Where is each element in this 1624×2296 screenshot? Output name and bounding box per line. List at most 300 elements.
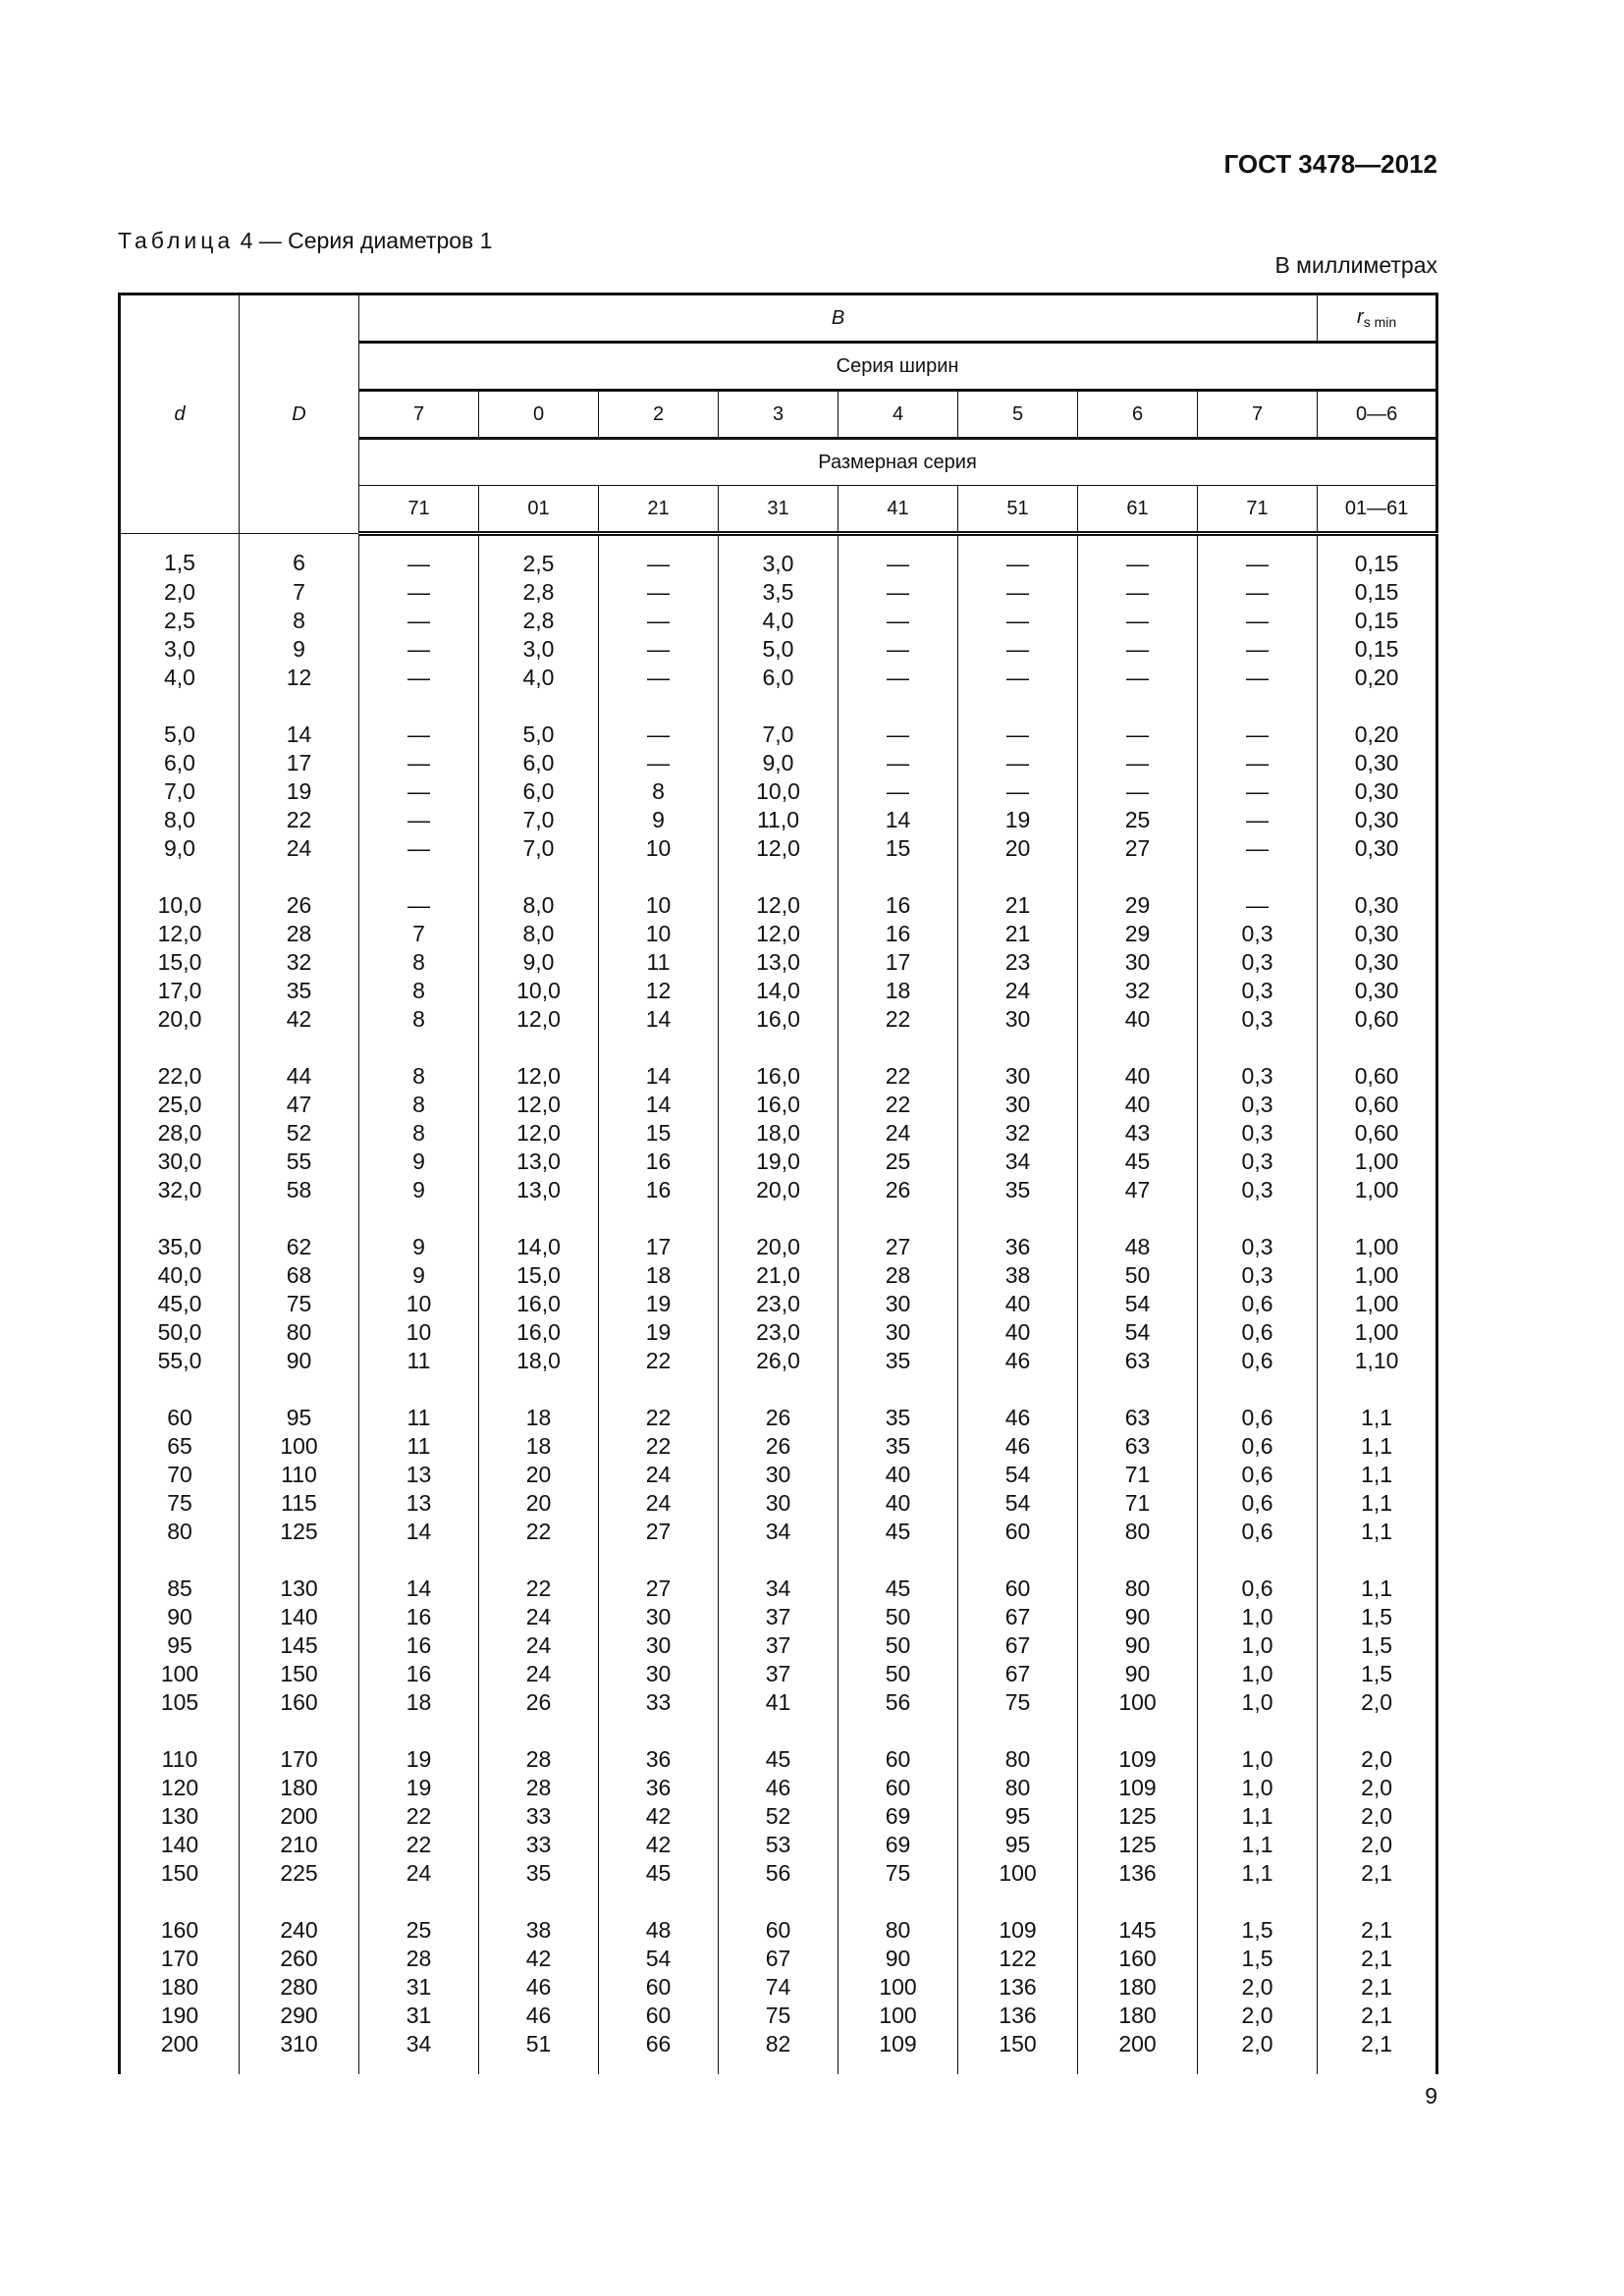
- table-cell: 2,0: [120, 578, 240, 607]
- caption-title: 4 — Серия диаметров 1: [234, 228, 493, 253]
- table-cell: 65: [120, 1432, 240, 1461]
- table-cell: 145: [240, 1631, 359, 1660]
- dimension-code-cell: 01: [479, 486, 599, 534]
- table-cell: 32: [240, 948, 359, 977]
- table-cell: 3,0: [479, 635, 599, 664]
- table-cell: 67: [719, 1945, 839, 1973]
- table-cell: 180: [240, 1774, 359, 1802]
- table-cell: —: [1078, 578, 1198, 607]
- table-cell: 1,0: [1198, 1660, 1318, 1688]
- table-cell: —: [359, 863, 479, 920]
- table-cell: 48: [599, 1888, 719, 1945]
- table-cell: —: [958, 635, 1078, 664]
- table-cell: 20: [479, 1489, 599, 1518]
- table-cell: 125: [240, 1518, 359, 1546]
- table-cell: 26: [479, 1688, 599, 1717]
- table-cell: 115: [240, 1489, 359, 1518]
- table-cell: 23,0: [719, 1318, 839, 1347]
- table-cell: 54: [958, 1461, 1078, 1489]
- table-cell: 16,0: [479, 1318, 599, 1347]
- table-cell: 63: [1078, 1375, 1198, 1432]
- table-cell: 0,30: [1318, 749, 1437, 777]
- table-cell: 60: [599, 1973, 719, 2002]
- table-row: [120, 1290, 1437, 1318]
- table-cell: 90: [1078, 1603, 1198, 1631]
- table-cell: 30: [958, 1034, 1078, 1091]
- table-cell: 14: [599, 1034, 719, 1091]
- table-cell: 19,0: [719, 1148, 839, 1176]
- table-cell: 46: [479, 2002, 599, 2030]
- table-cell: —: [1198, 635, 1318, 664]
- table-cell: 2,0: [1318, 1802, 1437, 1831]
- table-cell: 7,0: [719, 692, 839, 749]
- table-cell: 11: [359, 1347, 479, 1375]
- dimension-code-cell: 61: [1078, 486, 1198, 534]
- table-cell: 10: [359, 1318, 479, 1347]
- table-cell: 0,30: [1318, 920, 1437, 948]
- table-cell: 28: [240, 920, 359, 948]
- table-cell: 6,0: [479, 777, 599, 806]
- table-cell: 0,3: [1198, 1176, 1318, 1204]
- table-row: [120, 607, 1437, 635]
- table-cell: 10: [599, 863, 719, 920]
- table-cell: 1,00: [1318, 1261, 1437, 1290]
- table-cell: 23: [958, 948, 1078, 977]
- table-row: [120, 1148, 1437, 1176]
- table-cell: 22: [479, 1546, 599, 1603]
- table-cell: 47: [240, 1091, 359, 1119]
- table-cell: 1,0: [1198, 1774, 1318, 1802]
- table-cell: 2,1: [1318, 1945, 1437, 1973]
- table-row: [120, 977, 1437, 1005]
- width-code-cell: 3: [719, 391, 839, 439]
- table-cell: 5,0: [479, 692, 599, 749]
- table-cell: 290: [240, 2002, 359, 2030]
- table-cell: 58: [240, 1176, 359, 1204]
- table-cell: 22: [839, 1005, 958, 1034]
- table-cell: 1,1: [1318, 1432, 1437, 1461]
- table-cell: 22: [839, 1091, 958, 1119]
- table-cell: 75: [240, 1290, 359, 1318]
- table-cell: 1,1: [1318, 1461, 1437, 1489]
- table-cell: 71: [1078, 1489, 1198, 1518]
- table-cell: 136: [958, 2002, 1078, 2030]
- table-cell: 60: [839, 1774, 958, 1802]
- table-cell: 21: [958, 863, 1078, 920]
- table-cell: 10: [359, 1290, 479, 1318]
- table-cell: 1,1: [1198, 1831, 1318, 1859]
- table-cell: 22: [359, 1802, 479, 1831]
- table-cell: 22: [599, 1375, 719, 1432]
- table-cell: 0,6: [1198, 1489, 1318, 1518]
- table-cell: 50: [1078, 1261, 1198, 1290]
- table-cell: 43: [1078, 1119, 1198, 1148]
- table-cell: 1,1: [1198, 1802, 1318, 1831]
- table-cell: 0,60: [1318, 1034, 1437, 1091]
- table-cell: 35,0: [120, 1204, 240, 1261]
- table-cell: 1,5: [1198, 1945, 1318, 1973]
- table-cell: 200: [1078, 2030, 1198, 2074]
- table-cell: —: [839, 607, 958, 635]
- table-cell: 1,5: [120, 534, 240, 579]
- table-cell: 9,0: [120, 834, 240, 863]
- table-row: [120, 1888, 1437, 1945]
- table-cell: 46: [958, 1375, 1078, 1432]
- table-cell: 16,0: [719, 1034, 839, 1091]
- table-cell: 9: [359, 1204, 479, 1261]
- table-cell: —: [839, 534, 958, 579]
- table-cell: 31: [359, 2002, 479, 2030]
- table-cell: —: [599, 607, 719, 635]
- table-cell: 21,0: [719, 1261, 839, 1290]
- table-row: [120, 2002, 1437, 2030]
- table-cell: 14,0: [719, 977, 839, 1005]
- table-cell: —: [958, 749, 1078, 777]
- table-cell: 41: [719, 1688, 839, 1717]
- table-cell: 50: [839, 1660, 958, 1688]
- table-cell: 3,0: [120, 635, 240, 664]
- width-code-cell: 0: [479, 391, 599, 439]
- header-d: d: [120, 294, 240, 534]
- table-cell: 8: [359, 977, 479, 1005]
- table-cell: 66: [599, 2030, 719, 2074]
- table-cell: 14: [599, 1005, 719, 1034]
- table-cell: 6: [240, 534, 359, 579]
- table-row: [120, 806, 1437, 834]
- table-cell: 32: [958, 1119, 1078, 1148]
- table-cell: 30: [839, 1290, 958, 1318]
- table-cell: 80: [958, 1717, 1078, 1774]
- table-row: [120, 863, 1437, 920]
- table-cell: 33: [479, 1831, 599, 1859]
- table-cell: 0,60: [1318, 1091, 1437, 1119]
- table-cell: 90: [839, 1945, 958, 1973]
- dimension-code-cell: 01—61: [1318, 486, 1437, 534]
- table-cell: 22: [599, 1347, 719, 1375]
- table-cell: 55: [240, 1148, 359, 1176]
- table-cell: 12,0: [479, 1034, 599, 1091]
- table-cell: 145: [1078, 1888, 1198, 1945]
- table-cell: 2,0: [1198, 1973, 1318, 2002]
- table-cell: 95: [958, 1831, 1078, 1859]
- width-code-cell: 0—6: [1318, 391, 1437, 439]
- table-cell: —: [839, 777, 958, 806]
- table-cell: 180: [1078, 2002, 1198, 2030]
- table-cell: 17: [839, 948, 958, 977]
- table-cell: 260: [240, 1945, 359, 1973]
- table-cell: 0,30: [1318, 806, 1437, 834]
- table-cell: 30: [958, 1091, 1078, 1119]
- table-cell: 0,6: [1198, 1432, 1318, 1461]
- table-cell: 12,0: [719, 834, 839, 863]
- table-cell: 200: [240, 1802, 359, 1831]
- table-cell: —: [1078, 664, 1198, 692]
- table-cell: 160: [120, 1888, 240, 1945]
- table-cell: 11: [359, 1432, 479, 1461]
- dimension-code-cell: 21: [599, 486, 719, 534]
- table-cell: 40: [1078, 1005, 1198, 1034]
- table-cell: —: [359, 534, 479, 579]
- table-cell: 35: [479, 1859, 599, 1888]
- header-width-series: Серия ширин: [359, 343, 1437, 391]
- table-cell: 109: [958, 1888, 1078, 1945]
- table-cell: —: [958, 664, 1078, 692]
- table-cell: 35: [839, 1432, 958, 1461]
- table-row: [120, 1603, 1437, 1631]
- table-cell: 28: [359, 1945, 479, 1973]
- table-cell: 14: [599, 1091, 719, 1119]
- table-cell: 47: [1078, 1176, 1198, 1204]
- table-cell: 34: [359, 2030, 479, 2074]
- table-cell: 1,00: [1318, 1204, 1437, 1261]
- table-cell: 26: [839, 1176, 958, 1204]
- table-cell: 2,0: [1198, 2030, 1318, 2074]
- table-cell: 55,0: [120, 1347, 240, 1375]
- table-cell: 0,20: [1318, 664, 1437, 692]
- table-cell: 19: [958, 806, 1078, 834]
- table-cell: 60: [599, 2002, 719, 2030]
- table-cell: 69: [839, 1802, 958, 1831]
- table-cell: 45: [599, 1859, 719, 1888]
- header-dimension-series: Размерная серия: [359, 439, 1437, 486]
- table-cell: 105: [120, 1688, 240, 1717]
- table-cell: 71: [1078, 1461, 1198, 1489]
- table-cell: 16: [599, 1176, 719, 1204]
- table-cell: 90: [1078, 1660, 1198, 1688]
- table-cell: 24: [958, 977, 1078, 1005]
- table-cell: 18: [479, 1375, 599, 1432]
- table-cell: 0,3: [1198, 1204, 1318, 1261]
- table-cell: 37: [719, 1631, 839, 1660]
- table-cell: 0,3: [1198, 1034, 1318, 1091]
- table-cell: 6,0: [120, 749, 240, 777]
- table-cell: 26: [240, 863, 359, 920]
- table-cell: 11,0: [719, 806, 839, 834]
- table-row: [120, 1631, 1437, 1660]
- table-row: [120, 1859, 1437, 1888]
- table-cell: 42: [479, 1945, 599, 1973]
- table-cell: 75: [839, 1859, 958, 1888]
- table-cell: 45: [839, 1546, 958, 1603]
- table-cell: 9,0: [479, 948, 599, 977]
- table-cell: —: [1198, 749, 1318, 777]
- table-cell: 17,0: [120, 977, 240, 1005]
- table-cell: 19: [599, 1290, 719, 1318]
- table-cell: 21: [958, 920, 1078, 948]
- table-cell: 30: [599, 1660, 719, 1688]
- table-cell: 17: [599, 1204, 719, 1261]
- table-cell: 1,1: [1198, 1859, 1318, 1888]
- table-cell: 40: [958, 1290, 1078, 1318]
- table-cell: 7: [359, 920, 479, 948]
- table-cell: 130: [120, 1802, 240, 1831]
- table-cell: 0,6: [1198, 1290, 1318, 1318]
- table-cell: 15,0: [120, 948, 240, 977]
- table-cell: 38: [958, 1261, 1078, 1290]
- table-cell: —: [1078, 534, 1198, 579]
- width-code-cell: 4: [839, 391, 958, 439]
- table-cell: 0,30: [1318, 948, 1437, 977]
- table-cell: 52: [719, 1802, 839, 1831]
- table-cell: 2,0: [1318, 1831, 1437, 1859]
- table-cell: 40: [958, 1318, 1078, 1347]
- table-cell: 51: [479, 2030, 599, 2074]
- table-row: [120, 1546, 1437, 1603]
- table-cell: 3,5: [719, 578, 839, 607]
- table-cell: 33: [599, 1688, 719, 1717]
- table-row: [120, 1318, 1437, 1347]
- table-row: [120, 1945, 1437, 1973]
- table-cell: —: [359, 635, 479, 664]
- table-cell: 12: [240, 664, 359, 692]
- table-cell: 24: [479, 1631, 599, 1660]
- units-note: В миллиметрах: [1274, 252, 1437, 278]
- table-cell: 95: [120, 1631, 240, 1660]
- table-row: [120, 1717, 1437, 1774]
- table-cell: —: [359, 692, 479, 749]
- table-cell: —: [359, 664, 479, 692]
- table-cell: 12,0: [479, 1119, 599, 1148]
- table-cell: 170: [120, 1945, 240, 1973]
- table-cell: 75: [120, 1489, 240, 1518]
- table-cell: 69: [839, 1831, 958, 1859]
- table-cell: —: [359, 749, 479, 777]
- table-row: [120, 1347, 1437, 1375]
- table-cell: 28: [839, 1261, 958, 1290]
- table-cell: 100: [120, 1660, 240, 1688]
- table-cell: 12,0: [479, 1091, 599, 1119]
- table-row: [120, 1176, 1437, 1204]
- table-cell: 80: [839, 1888, 958, 1945]
- table-row: [120, 1461, 1437, 1489]
- table-cell: 0,15: [1318, 578, 1437, 607]
- table-cell: 34: [719, 1518, 839, 1546]
- table-cell: —: [1078, 607, 1198, 635]
- table-cell: —: [1198, 863, 1318, 920]
- table-cell: 280: [240, 1973, 359, 2002]
- table-row: [120, 1204, 1437, 1261]
- table-row: [120, 1432, 1437, 1461]
- table-cell: 56: [839, 1688, 958, 1717]
- table-cell: 15,0: [479, 1261, 599, 1290]
- table-cell: 60: [958, 1518, 1078, 1546]
- table-row: [120, 1518, 1437, 1546]
- table-cell: 160: [1078, 1945, 1198, 1973]
- table-cell: 54: [1078, 1290, 1198, 1318]
- table-cell: —: [1198, 578, 1318, 607]
- table-cell: 200: [120, 2030, 240, 2074]
- table-cell: 150: [240, 1660, 359, 1688]
- table-cell: 60: [719, 1888, 839, 1945]
- table-row: [120, 1261, 1437, 1290]
- table-cell: 46: [958, 1347, 1078, 1375]
- table-cell: 70: [120, 1461, 240, 1489]
- table-cell: 16: [839, 863, 958, 920]
- table-cell: 0,30: [1318, 834, 1437, 863]
- table-cell: 22: [599, 1432, 719, 1461]
- table-cell: 140: [120, 1831, 240, 1859]
- table-cell: 56: [719, 1859, 839, 1888]
- table-cell: 10,0: [719, 777, 839, 806]
- table-cell: 180: [120, 1973, 240, 2002]
- table-cell: 0,20: [1318, 692, 1437, 749]
- table-cell: 136: [1078, 1859, 1198, 1888]
- table-cell: 190: [120, 2002, 240, 2030]
- table-cell: 210: [240, 1831, 359, 1859]
- table-cell: 74: [719, 1973, 839, 2002]
- table-cell: 0,3: [1198, 948, 1318, 977]
- table-cell: 16: [599, 1148, 719, 1176]
- table-cell: 136: [958, 1973, 1078, 2002]
- table-cell: 11: [359, 1375, 479, 1432]
- table-row: [120, 948, 1437, 977]
- table-cell: 2,8: [479, 578, 599, 607]
- table-cell: 2,1: [1318, 1973, 1437, 2002]
- table-row: [120, 534, 1437, 579]
- table-cell: 18: [599, 1261, 719, 1290]
- dimension-code-cell: 71: [359, 486, 479, 534]
- table-cell: 1,00: [1318, 1290, 1437, 1318]
- table-cell: 22,0: [120, 1034, 240, 1091]
- table-row: [120, 1375, 1437, 1432]
- table-cell: 36: [599, 1774, 719, 1802]
- table-cell: 1,5: [1198, 1888, 1318, 1945]
- table-cell: 67: [958, 1603, 1078, 1631]
- table-cell: 20: [958, 834, 1078, 863]
- table-cell: 109: [1078, 1774, 1198, 1802]
- table-cell: 9: [359, 1261, 479, 1290]
- table-cell: 0,6: [1198, 1375, 1318, 1432]
- table-cell: 17: [240, 749, 359, 777]
- table-cell: —: [599, 635, 719, 664]
- table-cell: 0,3: [1198, 1148, 1318, 1176]
- table-cell: 9: [359, 1176, 479, 1204]
- table-cell: 29: [1078, 863, 1198, 920]
- table-cell: 25,0: [120, 1091, 240, 1119]
- table-cell: 28: [479, 1774, 599, 1802]
- table-cell: 110: [120, 1717, 240, 1774]
- table-cell: 122: [958, 1945, 1078, 1973]
- table-cell: 54: [1078, 1318, 1198, 1347]
- table-cell: 18: [359, 1688, 479, 1717]
- table-cell: 1,1: [1318, 1489, 1437, 1518]
- table-cell: 2,1: [1318, 1859, 1437, 1888]
- table-cell: 0,30: [1318, 777, 1437, 806]
- table-cell: 45: [839, 1518, 958, 1546]
- table-cell: 13,0: [719, 948, 839, 977]
- table-cell: 11: [599, 948, 719, 977]
- table-cell: 180: [1078, 1973, 1198, 2002]
- table-cell: 26: [719, 1375, 839, 1432]
- table-cell: 18,0: [719, 1119, 839, 1148]
- table-cell: 0,6: [1198, 1546, 1318, 1603]
- table-caption: [118, 228, 492, 254]
- table-cell: 30: [719, 1489, 839, 1518]
- table-cell: 1,00: [1318, 1318, 1437, 1347]
- table-cell: 40: [1078, 1091, 1198, 1119]
- table-cell: 310: [240, 2030, 359, 2074]
- table-cell: 12,0: [719, 863, 839, 920]
- header-D: D: [240, 294, 359, 534]
- table-cell: 45: [719, 1717, 839, 1774]
- table-cell: 16,0: [719, 1005, 839, 1034]
- table-cell: —: [839, 578, 958, 607]
- table-cell: 6,0: [719, 664, 839, 692]
- table-cell: 19: [599, 1318, 719, 1347]
- table-cell: 20,0: [120, 1005, 240, 1034]
- table-cell: 90: [1078, 1631, 1198, 1660]
- table-cell: 30: [839, 1318, 958, 1347]
